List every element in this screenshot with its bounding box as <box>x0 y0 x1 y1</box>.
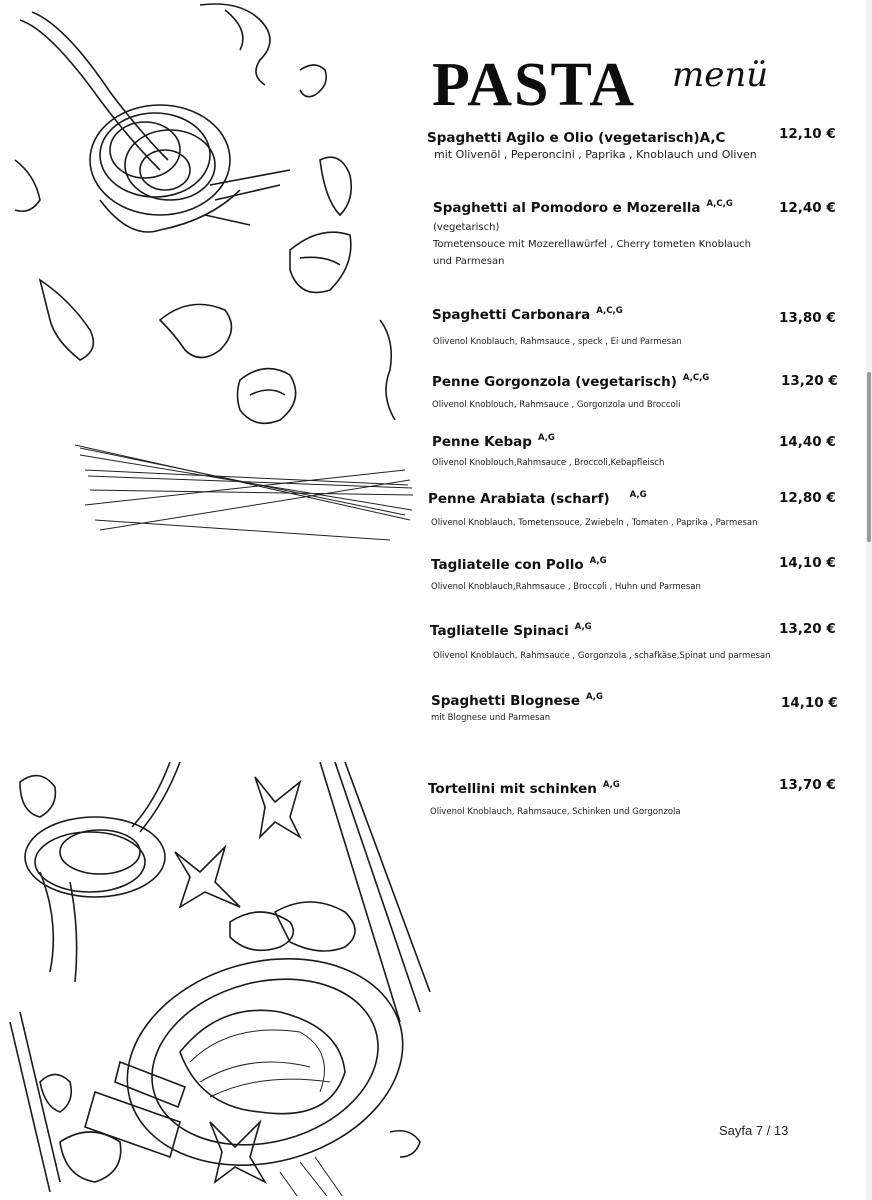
item-name: Spaghetti al Pomodoro e Mozerella $^{A,C,G}$ <box>433 199 733 216</box>
item-price: 14,10 € <box>779 555 836 571</box>
item-allergens: A,G <box>585 692 603 702</box>
item-description: mit Olivenöl , Peperoncini , Paprika , Knoblauch und Oliven <box>434 148 757 161</box>
item-price: 13,80 € <box>779 310 836 326</box>
item-name: Spaghetti Carbonara $^{A,C,G}$ <box>432 306 623 323</box>
item-price: 13,20 € <box>781 373 838 389</box>
item-name: Penne Gorgonzola (vegetarisch) $^{A,C,G}$ <box>432 373 710 390</box>
item-description: Olivenol Knoblauch,Rahmsauce , Broccoli , Huhn und Parmesan <box>431 582 701 592</box>
item-allergens: A,C,G <box>682 373 710 383</box>
item-description: Olivenol Knoblauch, Rahmsauce , speck , Ei und Parmesan <box>433 337 682 347</box>
item-allergens: A,G <box>574 622 592 632</box>
item-allergens: A,G <box>602 780 620 790</box>
item-description: Olivenol Knoblouch,Rahmsauce , Broccoli,Kebapfleisch <box>432 458 665 468</box>
menu-title <box>432 50 792 120</box>
item-name: Spaghetti Blognese $^{A,G}$ <box>431 692 603 709</box>
item-price: 12,10 € <box>779 126 836 142</box>
item-description: (vegetarisch) <box>433 222 500 233</box>
item-name: Spaghetti Agilo e Olio (vegetarisch)A,C <box>427 130 726 146</box>
page-number: Sayfa 7 / 13 <box>719 1123 789 1138</box>
item-description: Olivenol Knoblauch, Rahmsauce , Gorgonzola , schafkäse,Spinat und parmesan <box>433 651 771 661</box>
item-allergens: A,G <box>629 490 647 500</box>
item-description: Tometensouce mit Mozerellawürfel , Cherry tometen Knoblauch <box>433 239 752 250</box>
item-name: Tagliatelle Spinaci $^{A,G}$ <box>430 622 592 639</box>
item-allergens: A,C,G <box>706 199 733 209</box>
title-pasta: PASTA <box>432 51 637 119</box>
item-description: Olivenol Knoblauch, Tometensouce, Zwiebeln , Tomaten , Paprika , Parmesan <box>431 518 758 528</box>
pasta-illustration-top <box>10 0 415 545</box>
item-price: 13,70 € <box>779 777 836 793</box>
item-price: 12,80 € <box>779 490 836 506</box>
fork-with-spaghetti-icon <box>25 762 180 982</box>
item-allergens: A,G <box>589 556 607 566</box>
item-price: 14,10 € <box>781 695 838 711</box>
item-name: Penne Kebap $^{A,G}$ <box>432 433 555 450</box>
pasta-illustration-bottom <box>0 762 432 1196</box>
item-description: und Parmesan <box>433 256 505 267</box>
item-name: Tortellini mit schinken $^{A,G}$ <box>428 780 620 797</box>
item-description: Olivenol Knoblauch, Rahmsauce, Schinken und Gorgonzola <box>430 807 681 817</box>
item-price: 14,40 € <box>779 434 836 450</box>
spaghetti-plate-icon <box>104 929 426 1195</box>
item-name: Penne Arabiata (scharf) $^{A,G}$ <box>428 490 647 507</box>
item-description: Olivenol Knoblouch, Rahmsauce , Gorgonzola und Broccoli <box>432 400 681 410</box>
item-price: 13,20 € <box>779 621 836 637</box>
item-price: 12,40 € <box>779 200 836 216</box>
item-allergens: A,G <box>537 433 555 443</box>
spaghetti-on-fork-icon <box>90 105 290 232</box>
scrollbar-thumb[interactable] <box>867 372 871 542</box>
item-description: mit Blognese und Parmesan <box>431 713 551 723</box>
scrollbar[interactable] <box>866 0 872 1200</box>
item-allergens: A,C,G <box>596 306 623 316</box>
title-script: menü <box>672 55 769 95</box>
item-name: Tagliatelle con Pollo $^{A,G}$ <box>431 556 607 573</box>
